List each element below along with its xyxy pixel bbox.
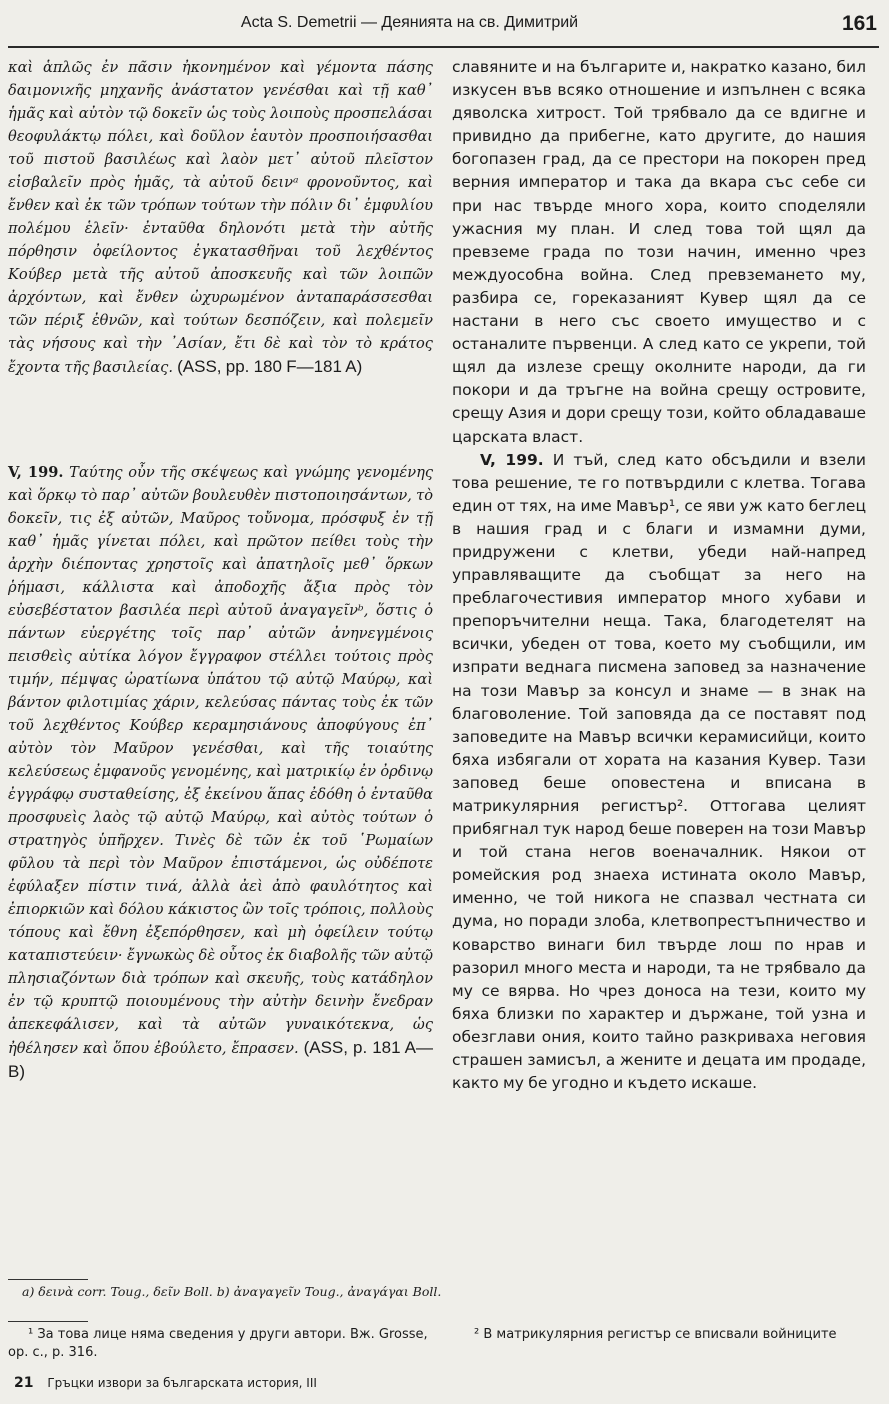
- bulgarian-translation-column: [452, 56, 866, 1095]
- page-number: 161: [841, 12, 877, 35]
- printer-signature: [14, 1375, 317, 1391]
- translation-paragraph-2-text: И тъй, след като обсъдили и взели това решение, те го потвърдили с клетва. Тогава един от тях, на име Мавър¹, се яви уж като беглец в нашия град и с благи и измамни думи, придружени с клетви, убеди най-напред управляващите да съобщат за него на преблагочестивия император много хубави и препоръчителни неща. Така, благодетелят на всички, убеден от това, което му съобщили, им изпрати веднага писмена заповед за назначение на този Мавър за консул и знаме — в знак на благоволение. Той заповяда да се поставят под заповедите на Мавър всички керамисийци, които бяха избягали от хората на казания Кувер. Тази заповед беше оповестена и вписана в матрикулярния регистър². Оттогава целият прибягнал тук народ беше поверен на този Мавър и той стана негов военачалник. Някои от ромейския род знаеха истината около Мавър, именно, че той никога не спазвал честната си дума, но поради злоба, клетвопрестъпничество и коварство винаги бил твърде лош по нрав и разорил много места и народи, та не трябвало да му се вярва. Но чрез доноса на тези, които му бяха близки по характер и държане, той узна и обезглави ония, които тайно разкриваха неговия страшен замисъл, а жените и децата им продаде, както му бе угодно и където искаше.: [452, 450, 867, 1093]
- greek-paragraph-2-text: Ταύτης οὖν τῆς σκέψεως καὶ γνώμης γενομένης καὶ ὅρκῳ τὸ παρ᾽ αὐτῶν βουλευθὲν πιστοποιησάντων, τὸ δοκεῖν, τις ἐξ αὐτῶν, Μαῦρος τοὔνομα, πρόσφυξ ἐν τῇ καθ᾽ ἡμᾶς γίνεται πόλει, καὶ πρῶτον πείθει τοὺς τὴν ἀρχὴν διέποντας χρηστοῖς καὶ ἀπατηλοῖς μεθ᾽ ὅρκων ῥήμασι, κάλλιστα καὶ ἀποδοχῆς ἄξια πρὸς τὸν εὐσεβέστατον βασιλέα περὶ αὐτοῦ ἀναγαγεῖνᵇ, ὅστις ὁ πάντων εὐεργέτης τοῖς παρ᾽ αὐτῶν ἀνηνεγμένοις πεισθεὶς αὐτίκα λόγον ἔγγραφον στέλλει τούτοις πρὸς τιμήν, πέμψας ὠρατίωνα ὑπάτου τῷ αὐτῷ Μαύρῳ, καὶ βάντον φιλοτιμίας χάριν, κελεύσας πάντας τοὺς ἐκ τῶν τοῦ λεχθέντος Κούβερ κεραμησιάνους ἀποφύγους ἐπ᾽ αὐτὸν τὸν Μαῦρον γενέσθαι, καὶ τῆς τοιαύτης κελεύσεως ἐμφανοῦς γενομένης, καὶ ματρικίῳ ἐν ὀρδινῳ ἐγγράφῳ συσταθείσης, ἐξ ἐκείνου ἅπας ἐδόθη ὁ ἐνταῦθα προσφυεὶς λαὸς τῷ αὐτῷ Μαύρῳ, καὶ αὐτὸς τούτων ὁ στρατηγὸς ὑπῆρχεν. Τινὲς δὲ τῶν ἐκ τοῦ ῾Ρωμαίων φῦλου τὰ περὶ τὸν Μαῦρον ἐπιστάμενοι, ὡς οὐδέποτε ἐφύλαξεν πίστιν τινά, ἀλλὰ ἀεὶ ἀπὸ φαυλότητος καὶ ἐπιορκιῶν καὶ δόλου κάκιστος ὢν τοῖς τρόποις, πολλοὺς τόπους καὶ ἔθνη ἐξεπόρθησεν, καὶ μὴ ὀφείλειν τούτῳ καταπιστεύειν· ἔγνωκὼς δὲ οὗτος ἐκ διαβολῆς τῶν αὐτῷ πλησιαζόντων διὰ τρόπων καὶ σκευῆς, τοὺς κατάδηλον ἐν τῷ κρυπτῷ ποιουμένους τὴν αὐτὴν δεινὴν ἔνεδραν ἀπεκεφάλισεν, καὶ τὰ αὐτῶν γυναικότεκνα, ὡς ἠθέλησεν καὶ ὅπου ἐβούλετο, ἔπρασεν.: [8, 464, 433, 1057]
- page-header: [8, 12, 881, 44]
- footnotes-rule: [8, 1321, 88, 1322]
- greek-paragraph-1: [8, 56, 433, 379]
- signature-number: 21: [14, 1375, 34, 1391]
- footnote-2: ² В матрикулярния регистър се вписвали войниците: [474, 1327, 837, 1342]
- greek-section-label: V, 199.: [8, 464, 64, 481]
- greek-paragraph-2: [8, 461, 433, 1084]
- critical-apparatus: a) δεινὰ corr. Toug., δεῖν Boll. b) ἀναγαγεῖν Toug., ἀναγάγαι Boll.: [22, 1284, 442, 1299]
- greek-text-column: [8, 56, 433, 1084]
- translation-paragraph-1: славяните и на българите и, накратко казано, бил изкусен във всяко отношение и изпълнен с всяка дяволска хитрост. Той трябвало да се вдигне и привидно да прибегне, като другите, до нашия богопазен град, да се престори на покорен пред верния император и така да вкара със себе си при нас твърде много хора, които споделяли ужасния му план. И след това той щял да превземе града по този начин, именно чрез междуособна война. След превземането му, разбира се, гореказаният Кувер щял да се настани в него със своето имущество и с останалите първенци. А след като се укрепи, той щял да излезе срещу околните народи, да ги покори и да тръгне на война срещу островите, срещу Азия и дори срещу този, който обладаваше царската власт.: [452, 58, 866, 446]
- footnote-1: ¹ За това лице няма сведения у други автори. Вж. Grosse, op. c., p. 316.: [8, 1327, 428, 1360]
- signature-text: Гръцки извори за българската история, III: [47, 1376, 317, 1390]
- running-title: Acta S. Demetrii — Деянията на св. Димитрий: [240, 14, 579, 31]
- greek-paragraph-1-text: καὶ ἁπλῶς ἐν πᾶσιν ἠκονημένον καὶ γέμοντα πάσης δαιμονιϰῆς μηχανῆς ἀνάστατον γενέσθαι καὶ τῇ καθ᾽ ἡμᾶς καὶ αὐτὸν τῷ δοκεῖν ὡς τοὺς λοιποὺς προσπελάσαι θεοφυλάκτῳ πόλει, καὶ δοῦλον ἑαυτὸν προσποιήσασθαι τοῦ πιστοῦ βασιλέως καὶ λαὸν μετ᾽ αὐτοῦ πλεῖστον εἰσβαλεῖν πρὸς ἡμᾶς, τὰ αὐτοῦ δεινᵃ φρονοῦντος, καὶ ἔνθεν καὶ ἐκ τῶν τρόπων τούτων τὴν πόλιν δι᾽ ἐμφυλίου πολέμου ἑλεῖν· ἐνταῦθα δηλονότι μετὰ τὴν αὐτῆς πόρθησιν ὀφείλοντος ἐγκατασθῆναι τοῦ λεχθέντος Κούβερ μετὰ τῆς αὐτοῦ ἀποσκευῆς καὶ τῶν λοιπῶν ἀρχόντων, καὶ ἔνθεν ὠχυρωμένον ἀνταπαράσσεσθαι τῶν πέριξ ἐθνῶν, καὶ τούτων δεσπόζειν, καὶ πολεμεῖν τὰς νήσους καὶ τὴν ᾽Ασίαν, ἔτι δὲ καὶ τὸν τὸ κράτος ἔχοντα τῆς βασιλείας.: [8, 59, 433, 376]
- translation-paragraph-2: [452, 449, 866, 1096]
- translation-section-label: V, 199.: [480, 450, 544, 469]
- greek-source-reference-1: (ASS, pp. 180 F—181 A): [177, 357, 363, 376]
- header-rule: [8, 46, 879, 48]
- greek-source-reference-2: (ASS, p. 181 A—B): [8, 1038, 434, 1081]
- apparatus-rule: [8, 1279, 88, 1280]
